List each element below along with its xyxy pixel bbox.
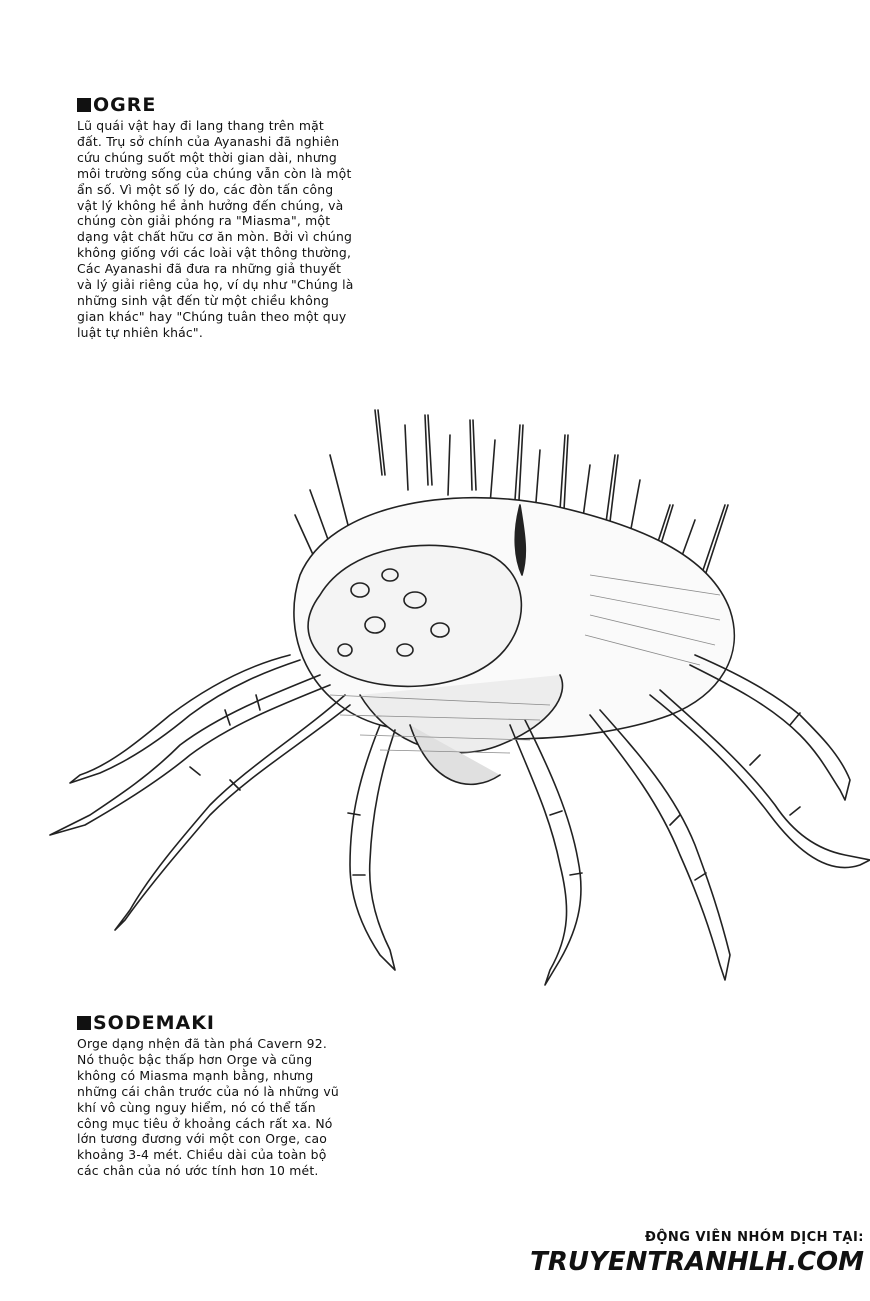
spider-ogre-illustration [30,395,870,995]
sodemaki-line: không có Miasma mạnh bằng, nhưng [77,1067,314,1083]
ogre-line: dạng vật chất hữu cơ ăn mòn. Bởi vì chúng [77,229,353,245]
sodemaki-line: công mục tiêu ở khoảng cách rất xa. Nó [77,1115,333,1131]
ogre-line: môi trường sống của chúng vẫn còn là một [77,165,352,181]
sodemaki-line: các chân của nó ước tính hơn 10 mét. [77,1163,319,1179]
sodemaki-line: khoảng 3-4 mét. Chiều dài của toàn bộ [77,1147,327,1163]
ogre-line: luật tự nhiên khác". [77,324,203,340]
ogre-line: gian khác" hay "Chúng tuân theo một quy [77,308,347,324]
ogre-description [77,118,354,341]
ogre-line: đất. Trụ sở chính của Ayanashi đã nghiên [77,133,340,149]
sodemaki-heading [77,1012,339,1034]
sodemaki-section [77,1012,339,1179]
sodemaki-line: khí vô cùng nguy hiểm, nó có thể tấn [77,1099,316,1115]
ogre-line: những sinh vật đến từ một chiều không [77,292,330,308]
ogre-line: vật lý không hề ảnh hưởng đến chúng, và [77,197,344,213]
ogre-line: và lý giải riêng của họ, ví dụ như "Chúng là [77,277,354,293]
ogre-line: cứu chúng suốt một thời gian dài, nhưng [77,149,337,165]
credit-website: TRUYENTRANHLH.COM [530,1247,864,1277]
ogre-line: Các Ayanashi đã đưa ra những giả thuyết [77,261,342,277]
ogre-line: ẩn số. Vì một số lý do, các đòn tấn công [77,181,334,197]
sodemaki-line: Orge dạng nhện đã tàn phá Cavern 92. [77,1036,327,1051]
sodemaki-line: lớn tương đương với một con Orge, cao [77,1131,328,1147]
translator-credit [530,1230,864,1277]
sodemaki-title: SODEMAKI [93,1012,215,1034]
square-bullet-icon [77,1016,91,1030]
ogre-heading [77,94,354,116]
ogre-line: chúng còn giải phóng ra "Miasma", một [77,213,331,229]
square-bullet-icon [77,98,91,112]
credit-caption: ĐỘNG VIÊN NHÓM DỊCH TẠI: [644,1230,864,1245]
sodemaki-line: những cái chân trước của nó là những vũ [77,1083,339,1099]
sodemaki-description [77,1036,339,1179]
ogre-line: không giống với các loài vật thông thường, [77,245,352,261]
ogre-line: Lũ quái vật hay đi lang thang trên mặt [77,118,324,133]
ogre-section [77,94,354,341]
ogre-title: OGRE [93,94,157,116]
sodemaki-line: Nó thuộc bậc thấp hơn Orge và cũng [77,1051,313,1067]
